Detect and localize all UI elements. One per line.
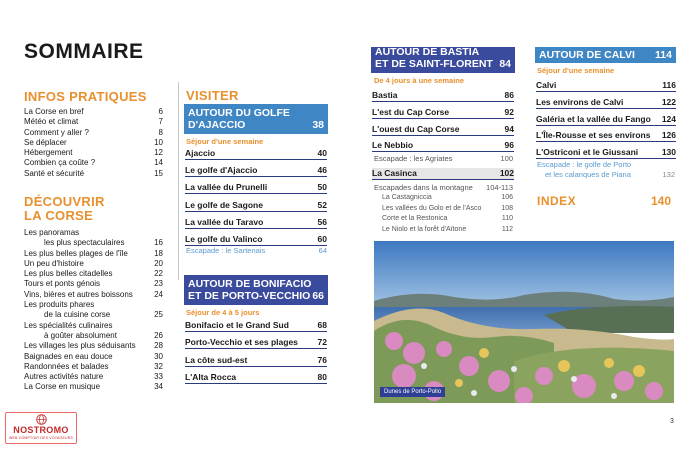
dunes-photo-illustration	[374, 241, 674, 403]
section-bastia-title-line2: ET DE SAINT-FLORENT	[375, 58, 493, 70]
bastia-entry[interactable]	[372, 140, 514, 152]
page-title: SOMMAIRE	[24, 40, 144, 63]
calvi-escapade-line1: Escapade : le golfe de Porto	[537, 160, 632, 169]
infos-item-label: Météo et climat	[24, 117, 79, 127]
decouvrir-item-page	[147, 228, 163, 238]
decouvrir-item[interactable]	[24, 362, 163, 372]
infos-item-label: Hébergement	[24, 148, 73, 158]
decouvrir-item-label: Baignades en eau douce	[24, 351, 113, 361]
decouvrir-item-page: 30	[154, 351, 163, 361]
bastia-entry-casinca-label: La Casinca	[372, 168, 417, 178]
visiter-heading: VISITER	[186, 88, 239, 103]
section-calvi-title: AUTOUR DE CALVI	[539, 49, 635, 61]
decouvrir-item-label: Autres activités nature	[24, 372, 104, 382]
ajaccio-entry[interactable]	[185, 148, 327, 160]
section-bonifacio-page: 66	[312, 290, 324, 302]
decouvrir-item-label: Les plus belles citadelles	[24, 269, 113, 279]
calvi-entry[interactable]	[536, 97, 676, 109]
section-bonifacio[interactable]	[184, 275, 328, 305]
decouvrir-item-page: 23	[154, 279, 163, 289]
index-label[interactable]: INDEX	[537, 194, 577, 208]
decouvrir-item-page: 34	[154, 382, 163, 392]
bonifacio-sejour: Séjour de 4 à 5 jours	[186, 308, 260, 317]
decouvrir-item-label: Randonnées et balades	[24, 361, 109, 371]
bastia-escapade-agriates-label: Escapade : les Agriates	[374, 154, 453, 163]
section-bonifacio-title-line1: AUTOUR DE BONIFACIO	[188, 278, 312, 290]
infos-item-label: Se déplacer	[24, 137, 67, 147]
decouvrir-item-label: La Corse en musique	[24, 382, 101, 392]
ajaccio-entry-page: 56	[317, 216, 327, 227]
infos-item[interactable]	[24, 148, 163, 158]
decouvrir-item-label: Les plus belles plages de l'île	[24, 248, 128, 258]
ajaccio-entry-label: La vallée du Prunelli	[185, 182, 268, 193]
montagne-item[interactable]	[382, 194, 513, 201]
ajaccio-entry[interactable]	[185, 217, 327, 229]
bastia-entry[interactable]	[372, 107, 514, 119]
bastia-entry-label: Le Nebbio	[372, 140, 414, 151]
decouvrir-item[interactable]	[24, 341, 163, 351]
montagne-item-page: 106	[501, 194, 513, 201]
calvi-entry-label: Les environs de Calvi	[536, 96, 624, 107]
bastia-entry[interactable]	[372, 90, 514, 102]
photo-caption: Dunes de Porto-Pollo	[380, 387, 445, 397]
infos-item[interactable]	[24, 158, 163, 168]
calvi-escapade[interactable]	[537, 160, 675, 169]
section-ajaccio-title-line2: D'AJACCIO	[188, 119, 246, 131]
section-ajaccio-page: 38	[312, 119, 324, 131]
decouvrir-item-page: 16	[154, 238, 163, 248]
infos-pratiques-list	[24, 107, 163, 179]
decouvrir-item[interactable]	[24, 228, 163, 238]
calvi-escapade-page: 132	[662, 170, 675, 179]
decouvrir-item[interactable]	[24, 321, 163, 331]
decouvrir-item[interactable]	[24, 269, 163, 279]
ajaccio-entry-label: La vallée du Taravo	[185, 216, 264, 227]
calvi-entry-page: 122	[661, 96, 676, 107]
infos-item-label: La Corse en bref	[24, 107, 84, 116]
calvi-entry-page: 124	[661, 113, 676, 124]
globe-icon	[36, 414, 47, 425]
infos-item-label: Santé et sécurité	[24, 168, 85, 178]
calvi-escapade-cont[interactable]	[537, 170, 675, 179]
ajaccio-entry[interactable]	[185, 234, 327, 246]
decouvrir-item-page: 18	[154, 248, 163, 258]
decouvrir-item[interactable]	[24, 249, 163, 259]
section-bonifacio-title-line2: ET DE PORTO-VECCHIO	[188, 290, 311, 302]
ajaccio-entry-label: Le golfe d'Ajaccio	[185, 165, 258, 176]
ajaccio-entry[interactable]	[185, 182, 327, 194]
calvi-escapade-line2: et les calanques de Piana	[545, 170, 631, 179]
infos-item[interactable]	[24, 138, 163, 148]
calvi-sejour: Séjour d'une semaine	[537, 66, 615, 75]
decouvrir-item-label: Les produits phares	[24, 300, 95, 310]
decouvrir-item-label: Un peu d'histoire	[24, 258, 84, 268]
infos-item[interactable]	[24, 169, 163, 179]
ajaccio-escapade[interactable]	[186, 246, 327, 255]
bonifacio-entry-page: 76	[317, 354, 327, 365]
montagne-item-label: Les vallées du Golo et de l'Asco	[382, 204, 482, 212]
ajaccio-entry-page: 40	[317, 148, 327, 158]
decouvrir-item-label: Les spécialités culinaires	[24, 320, 113, 330]
bastia-entry-page: 86	[504, 90, 514, 100]
bastia-entry-label: L'ouest du Cap Corse	[372, 123, 460, 134]
montagne-item-page: 108	[501, 204, 513, 212]
ajaccio-escapade-page: 64	[318, 246, 327, 255]
calvi-entry-label: L'Île-Rousse et ses environs	[536, 130, 651, 141]
decouvrir-heading-line2: LA CORSE	[24, 208, 94, 223]
bonifacio-entry-label: Porto-Vecchio et ses plages	[185, 337, 298, 348]
montagne-item[interactable]	[382, 226, 513, 233]
ajaccio-entry-page: 50	[317, 182, 327, 193]
bastia-escapades-montagne[interactable]	[374, 183, 513, 192]
decouvrir-item[interactable]	[24, 238, 163, 248]
infos-pratiques-heading: INFOS PRATIQUES	[24, 89, 147, 104]
decouvrir-item-label: Les panoramas	[24, 228, 80, 237]
bastia-entry-page: 94	[504, 123, 514, 134]
montagne-item-label: Le Niolo et la forêt d'Aïtone	[382, 225, 467, 233]
montagne-item-page: 112	[501, 225, 513, 233]
bonifacio-entry-page: 68	[317, 320, 327, 330]
decouvrir-item[interactable]	[24, 310, 163, 320]
decouvrir-item-page: 24	[154, 289, 163, 299]
infos-item-page: 14	[154, 158, 163, 168]
bonifacio-entry-page: 72	[317, 337, 327, 348]
decouvrir-item[interactable]	[24, 372, 163, 382]
calvi-entry-label: L'Ostriconi et le Giussani	[536, 147, 639, 158]
ajaccio-entry-label: Ajaccio	[185, 148, 216, 158]
bastia-escapades-montagne-page: 104-113	[486, 183, 513, 192]
montagne-item[interactable]	[382, 205, 513, 212]
decouvrir-item[interactable]	[24, 352, 163, 362]
calvi-entry[interactable]	[536, 114, 676, 126]
decouvrir-item-label: Tours et ponts génois	[24, 279, 101, 289]
page-number: 3	[670, 418, 674, 425]
calvi-entry-page: 126	[661, 130, 676, 141]
decouvrir-item[interactable]	[24, 259, 163, 269]
decouvrir-heading-line1: DÉCOUVRIR	[24, 194, 105, 209]
decouvrir-item-label: à goûter absolument	[44, 330, 117, 340]
infos-item-page: 15	[154, 168, 163, 178]
bastia-escapades-montagne-label: Escapades dans la montagne	[374, 183, 473, 192]
section-calvi[interactable]	[535, 47, 676, 63]
bonifacio-entry-label: Bonifacio et le Grand Sud	[185, 320, 289, 330]
decouvrir-item-page: 25	[154, 310, 163, 320]
infos-item[interactable]	[24, 117, 163, 127]
decouvrir-item[interactable]	[24, 331, 163, 341]
montagne-item-label: La Castagniccia	[382, 194, 432, 201]
bonifacio-entry-label: L'Alta Rocca	[185, 371, 237, 382]
ajaccio-escapade-label: Escapade : le Sartenais	[186, 246, 266, 255]
decouvrir-item-page: 32	[154, 361, 163, 371]
bonifacio-entry[interactable]	[185, 355, 327, 367]
calvi-entry[interactable]	[536, 130, 676, 142]
infos-item-page: 8	[158, 127, 163, 137]
bastia-entry[interactable]	[372, 124, 514, 136]
dunes-photo	[374, 241, 674, 403]
bastia-entry-casinca[interactable]	[372, 168, 514, 180]
bastia-entry-label: Bastia	[372, 90, 398, 100]
bastia-escapade-agriates[interactable]	[374, 154, 513, 163]
calvi-entry-page: 116	[662, 80, 676, 90]
ajaccio-entry-label: Le golfe du Valinco	[185, 234, 263, 244]
section-bastia[interactable]	[371, 47, 515, 73]
montagne-item-label: Corte et la Restonica	[382, 215, 448, 223]
infos-item-label: Combien ça coûte ?	[24, 158, 96, 168]
section-bastia-title-line1: AUTOUR DE BASTIA	[375, 46, 480, 58]
ajaccio-entry-page: 52	[317, 199, 327, 210]
montagne-item[interactable]	[382, 215, 513, 222]
calvi-entry-label: Galéria et la vallée du Fango	[536, 113, 651, 124]
infos-item[interactable]	[24, 107, 163, 117]
decouvrir-item-label: Vins, bières et autres boissons	[24, 289, 133, 299]
section-calvi-page: 114	[655, 49, 672, 61]
bastia-escapade-agriates-page: 100	[500, 154, 513, 163]
decouvrir-list	[24, 228, 163, 393]
decouvrir-item[interactable]	[24, 382, 163, 392]
section-ajaccio[interactable]	[184, 104, 328, 134]
decouvrir-item-page	[147, 300, 163, 310]
calvi-entry[interactable]	[536, 147, 676, 159]
index-page: 140	[651, 194, 672, 208]
logo-tagline: WEB COMPTOIR DES VOYAGEURS	[9, 436, 73, 440]
visiter-divider	[178, 82, 179, 280]
bastia-sejour: De 4 jours à une semaine	[374, 76, 465, 85]
ajaccio-entry-label: Le golfe de Sagone	[185, 199, 263, 210]
section-bastia-page: 84	[499, 58, 511, 70]
decouvrir-item-page: 28	[154, 341, 163, 351]
ajaccio-entry[interactable]	[185, 165, 327, 177]
decouvrir-heading	[24, 195, 105, 223]
bastia-entry-casinca-page: 102	[499, 168, 514, 178]
bonifacio-entry-label: La côte sud-est	[185, 354, 248, 365]
decouvrir-item-label: Les villages les plus séduisants	[24, 341, 136, 351]
bastia-entry-label: L'est du Cap Corse	[372, 106, 450, 117]
section-ajaccio-title-line1: AUTOUR DU GOLFE	[188, 107, 290, 119]
decouvrir-item-page: 33	[154, 372, 163, 382]
infos-item-page: 12	[154, 148, 163, 158]
bonifacio-entry[interactable]	[185, 320, 327, 332]
bastia-entry-page: 92	[504, 106, 514, 117]
calvi-entry-page: 130	[661, 147, 676, 158]
ajaccio-entry-page: 60	[317, 234, 327, 244]
bonifacio-entry[interactable]	[185, 337, 327, 349]
ajaccio-entry-page: 46	[317, 165, 327, 176]
calvi-entry[interactable]	[536, 80, 676, 92]
ajaccio-entry[interactable]	[185, 200, 327, 212]
bonifacio-entry[interactable]	[185, 372, 327, 384]
infos-item[interactable]	[24, 128, 163, 138]
decouvrir-item-page: 26	[154, 330, 163, 340]
infos-item-page: 7	[158, 117, 163, 127]
ajaccio-sejour: Séjour d'une semaine	[186, 137, 264, 146]
bonifacio-entry-page: 80	[317, 371, 327, 382]
infos-item-page: 6	[158, 107, 163, 116]
logo-name: NOSTROMO	[13, 425, 69, 435]
infos-item-page: 10	[154, 137, 163, 147]
decouvrir-item-label: les plus spectaculaires	[44, 238, 125, 248]
decouvrir-item[interactable]	[24, 279, 163, 289]
infos-item-label: Comment y aller ?	[24, 127, 89, 137]
decouvrir-item-page: 20	[154, 258, 163, 268]
decouvrir-item[interactable]	[24, 300, 163, 310]
nostromo-logo	[5, 412, 77, 444]
decouvrir-item-label: de la cuisine corse	[44, 310, 111, 320]
montagne-item-page: 110	[501, 215, 513, 223]
bastia-entry-page: 96	[504, 140, 514, 151]
calvi-entry-label: Calvi	[536, 80, 557, 90]
decouvrir-item-page	[147, 321, 163, 331]
decouvrir-item[interactable]	[24, 290, 163, 300]
decouvrir-item-page: 22	[154, 269, 163, 279]
